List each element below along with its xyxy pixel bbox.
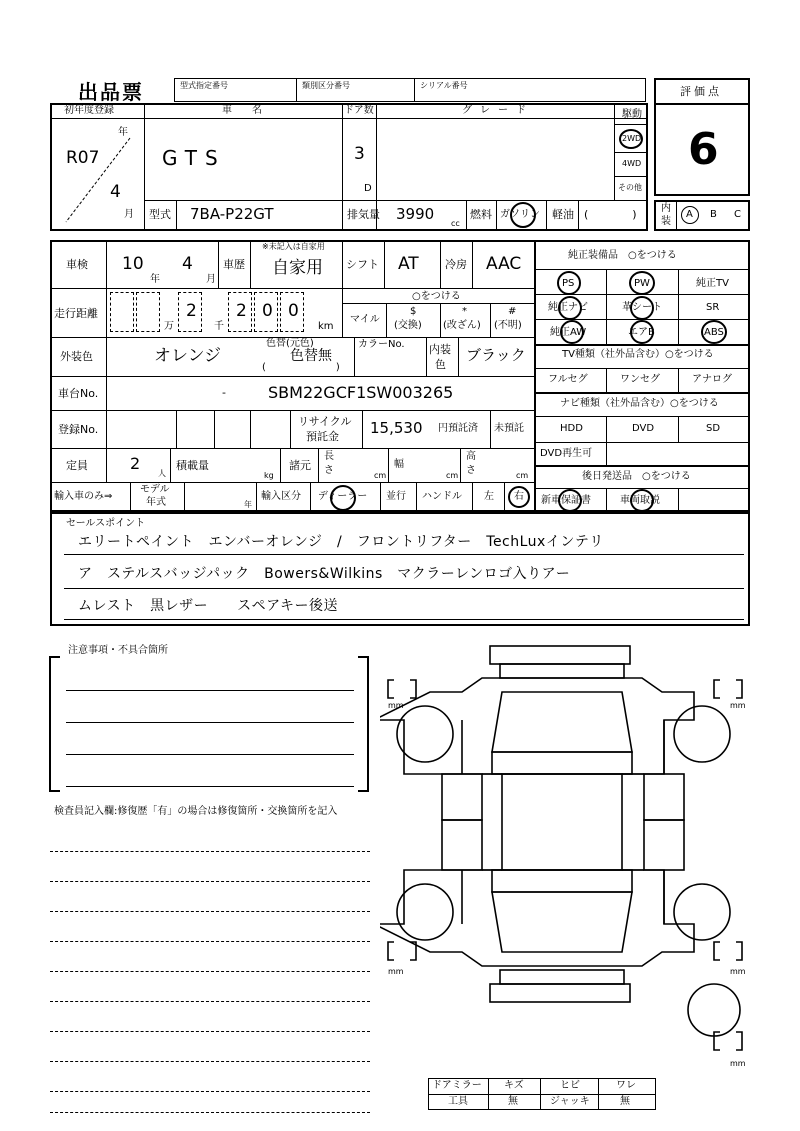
later-title: 後日発送品 ○をつける <box>582 471 691 482</box>
displacement-label: 排気量 <box>347 208 380 221</box>
mileage-star: * <box>462 306 467 317</box>
mileage-hash: # <box>508 306 517 317</box>
acc-scratch: キズ <box>504 1080 524 1091</box>
navi-hdd: HDD <box>560 423 583 434</box>
equip-aw: 純正AW <box>550 327 587 338</box>
equip-pw: PW <box>634 278 650 289</box>
recycle-label-1: リサイクル <box>298 415 352 428</box>
load-label: 積載量 <box>176 459 209 472</box>
color-orig-label: 色替(元色) <box>266 338 314 349</box>
km-unit: km <box>318 321 334 332</box>
navi-dvd-play: DVD再生可 <box>540 448 593 459</box>
history-note: ※未記入は自家用 <box>262 242 325 251</box>
drive-label: 駆動 <box>622 109 642 120</box>
height-unit: cm <box>516 471 529 480</box>
car-name: GTS <box>162 146 226 170</box>
history-value: 自家用 <box>272 258 323 278</box>
first-reg-month: 4 <box>110 182 121 202</box>
fuel-paren: ( ) <box>584 208 637 221</box>
month-unit: 月 <box>124 209 134 220</box>
recycle-paid: 円預託済 <box>438 423 478 434</box>
inspect-month-unit: 月 <box>206 274 216 285</box>
tv-title: TV種類（社外品含む）○をつける <box>562 349 714 360</box>
capacity-label: 定員 <box>66 459 88 472</box>
doors-value: 3 <box>354 144 365 164</box>
mileage-attach-note: ○をつける <box>412 291 461 302</box>
inspector-note: 検査員記入欄:修復歴「有」の場合は修復箇所・交換箇所を記入 <box>54 806 338 817</box>
type-value: 7BA-P22GT <box>190 205 274 223</box>
color-no-label: カラーNo. <box>358 339 405 350</box>
drive-2wd: 2WD <box>622 134 642 143</box>
tv-fullseg: フルセグ <box>548 374 588 385</box>
name-label: 車名 <box>222 105 282 116</box>
ac-label: 冷房 <box>445 258 467 271</box>
chassis-value: SBM22GCF1SW003265 <box>268 383 454 402</box>
shift-label: シフト <box>346 258 379 271</box>
acc-jack-value: 無 <box>620 1096 630 1107</box>
color-label: 外装色 <box>60 350 93 363</box>
handle-right: 右 <box>514 491 524 502</box>
type-label: 型式 <box>149 208 171 221</box>
mm-unit-fl: mm <box>388 701 404 710</box>
page-title: 出品票 <box>78 80 144 104</box>
chassis-label: 車台No. <box>58 387 99 400</box>
mileage-digit-4: 0 <box>288 301 299 321</box>
chassis-dash: - <box>222 386 226 399</box>
mm-unit-fr: mm <box>730 701 746 710</box>
sen-unit: 千 <box>214 321 224 332</box>
equip-ps: PS <box>562 278 575 289</box>
import-label: 輸入車のみ⇒ <box>54 491 113 502</box>
inspect-year-unit: 年 <box>150 274 160 285</box>
fuel-label: 燃料 <box>470 208 492 221</box>
ac-value: AAC <box>486 254 522 274</box>
displacement-value: 3990 <box>396 205 435 223</box>
inspect-year: 10 <box>122 254 144 274</box>
man-unit: 万 <box>164 321 174 332</box>
shift-value: AT <box>398 254 419 274</box>
equip-seat: 革シート <box>622 302 662 313</box>
interior-color-label-1: 内装 <box>429 343 451 356</box>
notes-bracket <box>48 655 373 795</box>
interior-color-label-2: 色 <box>435 358 446 371</box>
equip-title: 純正装備品 ○をつける <box>568 250 677 261</box>
equip-navi: 純正ナビ <box>548 302 588 313</box>
acc-mirror: ドアミラー <box>432 1080 482 1091</box>
import-kind-label: 輸入区分 <box>261 491 301 502</box>
color-value: オレンジ <box>154 346 222 366</box>
interior-a: A <box>686 209 693 220</box>
model-year-label-2: 年式 <box>146 497 166 508</box>
header-code-box <box>174 78 646 102</box>
mm-unit-rl: mm <box>388 967 404 976</box>
import-parallel: 並行 <box>386 491 406 502</box>
dims-label: 諸元 <box>289 459 311 472</box>
year-unit: 年 <box>118 127 128 138</box>
height-label-1: 高 <box>466 451 476 462</box>
sales-line-3: ムレスト 黒レザー スペアキー後送 <box>78 598 339 614</box>
mileage-unknown: (不明) <box>494 320 522 331</box>
sales-line-2: ア ステルスバッジパック Bowers&Wilkins マクラーレンロゴ入りアー <box>78 566 571 582</box>
handle-left: 左 <box>484 491 494 502</box>
mm-unit-rr: mm <box>730 967 746 976</box>
model-year-unit: 年 <box>244 500 252 509</box>
mileage-digit-2: 2 <box>236 301 247 321</box>
fuel-gas: ガソリン <box>500 209 540 220</box>
serial-label: シリアル番号 <box>420 81 468 90</box>
navi-title: ナビ種類（社外品含む）○をつける <box>560 398 719 409</box>
equip-abs: ABS <box>704 327 724 338</box>
navi-sd: SD <box>706 423 721 434</box>
fuel-light: 軽油 <box>552 208 574 221</box>
interior-label-1: 内 <box>661 203 671 214</box>
score-value: 6 <box>688 124 719 175</box>
len-label-2: さ <box>324 465 334 476</box>
recycle-label-2: 預託金 <box>306 430 339 443</box>
score-label: 評価点 <box>680 85 722 98</box>
sales-line-1: エリートペイント エンバーオレンジ / フロントリフター TechLuxインテリ <box>78 534 604 550</box>
grade-label: グレード <box>462 105 534 116</box>
acc-jack: ジャッキ <box>550 1096 590 1107</box>
cc-unit: cc <box>451 219 460 228</box>
equip-sr: SR <box>706 302 720 313</box>
first-reg-era-year: R07 <box>66 148 100 168</box>
history-label: 車歴 <box>223 258 245 271</box>
equip-tv: 純正TV <box>696 278 729 289</box>
mileage-exchange: (交換) <box>394 320 422 331</box>
first-reg-label: 初年度登録 <box>64 105 114 116</box>
equip-airbag: エアB <box>628 327 655 338</box>
acc-tools: 工具 <box>448 1096 468 1107</box>
width-label: 幅 <box>394 459 404 470</box>
class-code-label: 類別区分番号 <box>302 81 350 90</box>
recycle-value: 15,530 <box>370 419 423 437</box>
color-orig-value: 色替無 <box>290 348 332 364</box>
len-unit: cm <box>374 471 387 480</box>
doors-label: ドア数 <box>344 105 374 116</box>
height-label-2: さ <box>466 465 476 476</box>
recycle-unpaid: 未預託 <box>494 423 524 434</box>
car-damage-diagram <box>380 640 760 1070</box>
interior-c: C <box>734 209 741 220</box>
inspect-month: 4 <box>182 254 193 274</box>
notes-label: 注意事項・不具合箇所 <box>68 645 168 656</box>
color-orig-paren: ( ) <box>262 362 340 373</box>
mm-unit-spare: mm <box>730 1059 746 1068</box>
mileage-mile: マイル <box>350 314 380 325</box>
drive-4wd: 4WD <box>622 159 642 168</box>
len-label-1: 長 <box>324 451 334 462</box>
drive-other: その他 <box>618 183 642 192</box>
mileage-dollar: $ <box>410 306 417 317</box>
inspect-label: 車検 <box>66 258 88 271</box>
model-code-label: 型式指定番号 <box>180 81 228 90</box>
interior-b: B <box>710 209 717 220</box>
acc-crack: ヒビ <box>560 1080 580 1091</box>
interior-color-value: ブラック <box>466 346 526 364</box>
model-year-label-1: モデル <box>140 484 170 495</box>
mileage-digit-1: 2 <box>186 301 197 321</box>
tv-analog: アナログ <box>692 374 732 385</box>
mileage-digit-3: 0 <box>262 301 273 321</box>
mileage-altered: (改ざん) <box>443 320 481 331</box>
reg-label: 登録No. <box>58 423 99 436</box>
later-manual: 車両取説 <box>620 495 660 506</box>
interior-label-2: 装 <box>661 216 671 227</box>
navi-dvd: DVD <box>632 423 655 434</box>
tv-oneseg: ワンセグ <box>620 374 660 385</box>
door-type: D <box>364 183 372 194</box>
capacity-value: 2 <box>130 454 141 473</box>
later-warranty: 新車保証書 <box>541 495 591 506</box>
acc-tools-value: 無 <box>508 1096 518 1107</box>
load-unit: kg <box>264 471 274 480</box>
handle-label: ハンドル <box>422 491 462 502</box>
mileage-label: 走行距離 <box>54 307 98 320</box>
width-unit: cm <box>446 471 459 480</box>
capacity-unit: 人 <box>158 469 166 478</box>
sales-label: セールスポイント <box>66 518 146 529</box>
acc-broken: ワレ <box>616 1080 636 1091</box>
import-dealer: ディーラー <box>318 491 368 502</box>
